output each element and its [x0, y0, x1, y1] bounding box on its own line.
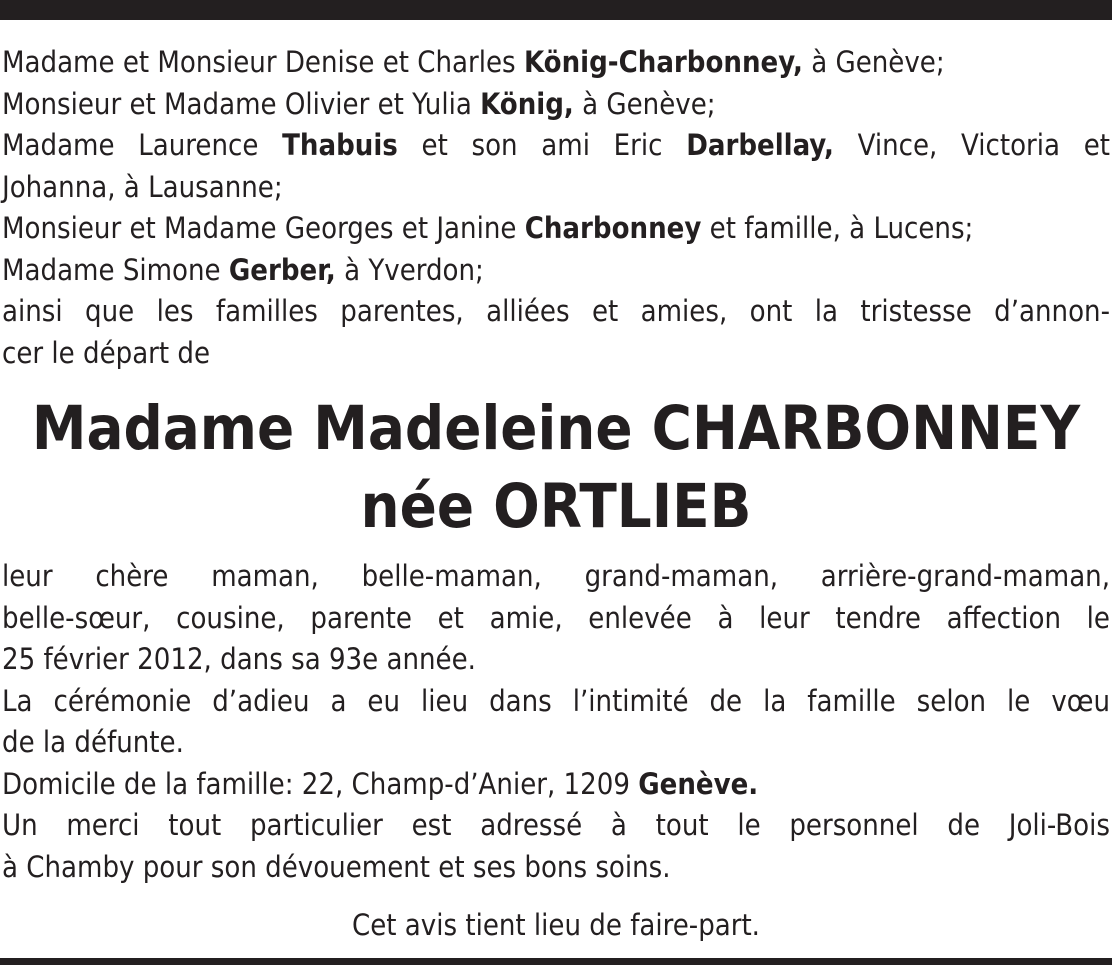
body-line [2, 764, 1110, 806]
family-place: à Genève; [573, 86, 716, 121]
family-text: Monsieur et Madame Georges et Janine [2, 211, 525, 245]
family-text: Madame Laurence [2, 128, 283, 162]
family-line [2, 250, 1110, 292]
family-text: et son ami Eric [397, 128, 687, 162]
body-line: 25 février 2012, dans sa 93e année. [2, 642, 476, 676]
bottom-rule [0, 958, 1112, 965]
deceased-name-text: Madame Madeleine CHARBONNEY [31, 393, 1081, 464]
family-text: Monsieur et Madame Olivier et Yulia [2, 86, 481, 121]
family-announcement [2, 42, 1110, 374]
family-text: Madame Simone [2, 252, 229, 287]
top-rule [0, 0, 1112, 20]
address-city: Genève. [638, 766, 759, 801]
body-line: belle-sœur, cousine, parente et amie, enlevée à leur tendre affection le [2, 600, 1110, 635]
deceased-maiden-text: née ORTLIEB [360, 471, 752, 542]
family-surname: König, [480, 86, 574, 121]
deceased-name [0, 392, 1112, 466]
family-surname: Gerber, [228, 252, 336, 287]
family-line: Johanna, à Lausanne; [2, 169, 283, 204]
family-surname: Charbonney [524, 211, 702, 245]
address-text: Domicile de la famille: 22, Champ-d’Anier, 1209 [2, 766, 639, 801]
notice-body [2, 556, 1110, 888]
family-line: cer le départ de [2, 335, 211, 370]
body-line: leur chère maman, belle-maman, grand-maman, arrière-grand-maman, [2, 559, 1110, 593]
body-line: de la défunte. [2, 725, 184, 759]
family-line [2, 84, 1110, 126]
body-line: à Chamby pour son dévouement et ses bons soins. [2, 849, 671, 884]
family-line [2, 42, 1110, 84]
body-line: La cérémonie d’adieu a eu lieu dans l’intimité de la famille selon le vœu [2, 683, 1110, 718]
closing-note: Cet avis tient lieu de faire-part. [352, 908, 760, 942]
family-place: à Genève; [802, 45, 945, 79]
family-text: Vince, Victoria et [833, 128, 1110, 162]
family-line [2, 208, 1110, 250]
family-text: Madame et Monsieur Denise et Charles [2, 45, 524, 79]
deceased-maiden-name [0, 470, 1112, 544]
family-line: ainsi que les familles parentes, alliées et amies, ont la tristesse d’annon- [2, 294, 1110, 328]
family-place: à Yverdon; [335, 252, 484, 287]
family-surname: König-Charbonney, [523, 45, 803, 79]
family-surname: Thabuis [282, 128, 398, 162]
family-surname: Darbellay, [686, 128, 834, 162]
family-line [2, 125, 1110, 167]
body-line: Un merci tout particulier est adressé à tout le personnel de Joli-Bois [2, 808, 1110, 842]
family-place: et famille, à Lucens; [701, 211, 974, 245]
